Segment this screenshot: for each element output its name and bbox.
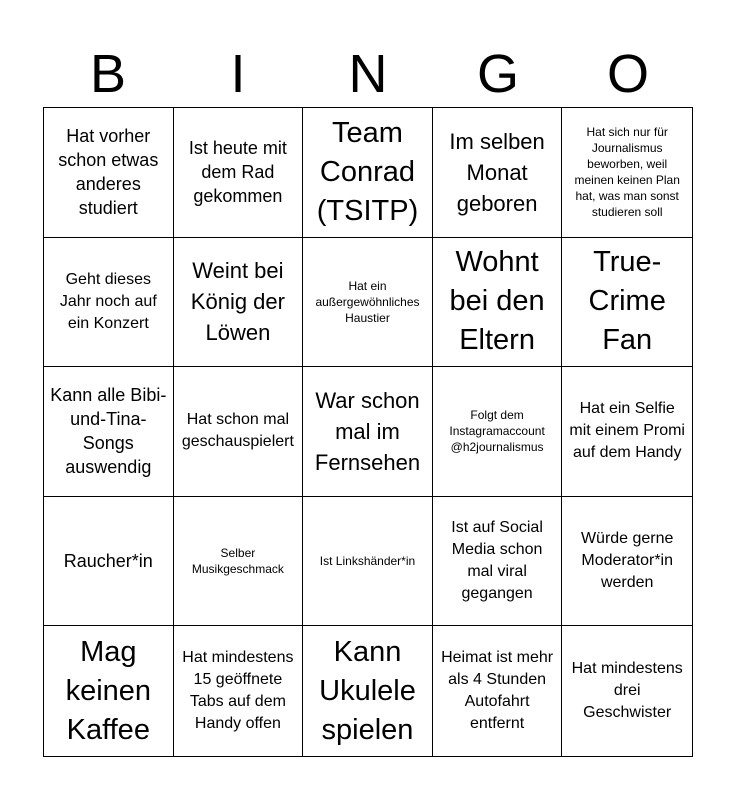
bingo-cell[interactable]: Ist auf Social Media schon mal viral gegangen: [433, 497, 563, 627]
bingo-header: [43, 40, 693, 108]
bingo-cell[interactable]: Hat schon mal geschauspielert: [174, 367, 304, 497]
bingo-cell[interactable]: Würde gerne Moderator*in werden: [562, 497, 692, 627]
bingo-cell[interactable]: Kann Ukulele spielen: [303, 626, 433, 756]
bingo-cell[interactable]: Heimat ist mehr als 4 Stunden Autofahrt entfernt: [433, 626, 563, 756]
bingo-cell[interactable]: Wohnt bei den Eltern: [433, 238, 563, 368]
bingo-cell[interactable]: Weint bei König der Löwen: [174, 238, 304, 368]
bingo-cell[interactable]: True-Crime Fan: [562, 238, 692, 368]
bingo-cell[interactable]: Hat ein außergewöhnliches Haustier: [303, 238, 433, 368]
bingo-cell[interactable]: Ist heute mit dem Rad gekommen: [174, 108, 304, 238]
bingo-cell[interactable]: Team Conrad (TSITP): [303, 108, 433, 238]
bingo-cell[interactable]: Hat ein Selfie mit einem Promi auf dem Handy: [562, 367, 692, 497]
bingo-cell[interactable]: Im selben Monat geboren: [433, 108, 563, 238]
bingo-cell[interactable]: Selber Musikgeschmack: [174, 497, 304, 627]
bingo-cell[interactable]: Ist Linkshänder*in: [303, 497, 433, 627]
bingo-card: [43, 107, 693, 757]
bingo-cell[interactable]: War schon mal im Fernsehen: [303, 367, 433, 497]
bingo-cell[interactable]: Hat sich nur für Journalismus beworben, weil meinen keinen Plan hat, was man sonst studieren soll: [562, 108, 692, 238]
bingo-cell[interactable]: Hat vorher schon etwas anderes studiert: [44, 108, 174, 238]
bingo-cell[interactable]: Raucher*in: [44, 497, 174, 627]
header-letter-o: O: [606, 44, 649, 104]
bingo-cell[interactable]: Mag keinen Kaffee: [44, 626, 174, 756]
bingo-cell[interactable]: Geht dieses Jahr noch auf ein Konzert: [44, 238, 174, 368]
header-letter-b: B: [89, 44, 127, 104]
header-letter-n: N: [348, 44, 388, 104]
header-letter-g: G: [476, 44, 519, 104]
bingo-cell[interactable]: Hat mindestens drei Geschwister: [571, 660, 683, 722]
header-letter-i: I: [230, 44, 246, 104]
bingo-cell[interactable]: Hat mindestens 15 geöffnete Tabs auf dem Handy offen: [174, 626, 304, 756]
bingo-cell[interactable]: Kann alle Bibi-und-Tina-Songs auswendig: [44, 367, 174, 497]
bingo-cell[interactable]: Folgt dem Instagramaccount @h2journalismus: [433, 367, 563, 497]
